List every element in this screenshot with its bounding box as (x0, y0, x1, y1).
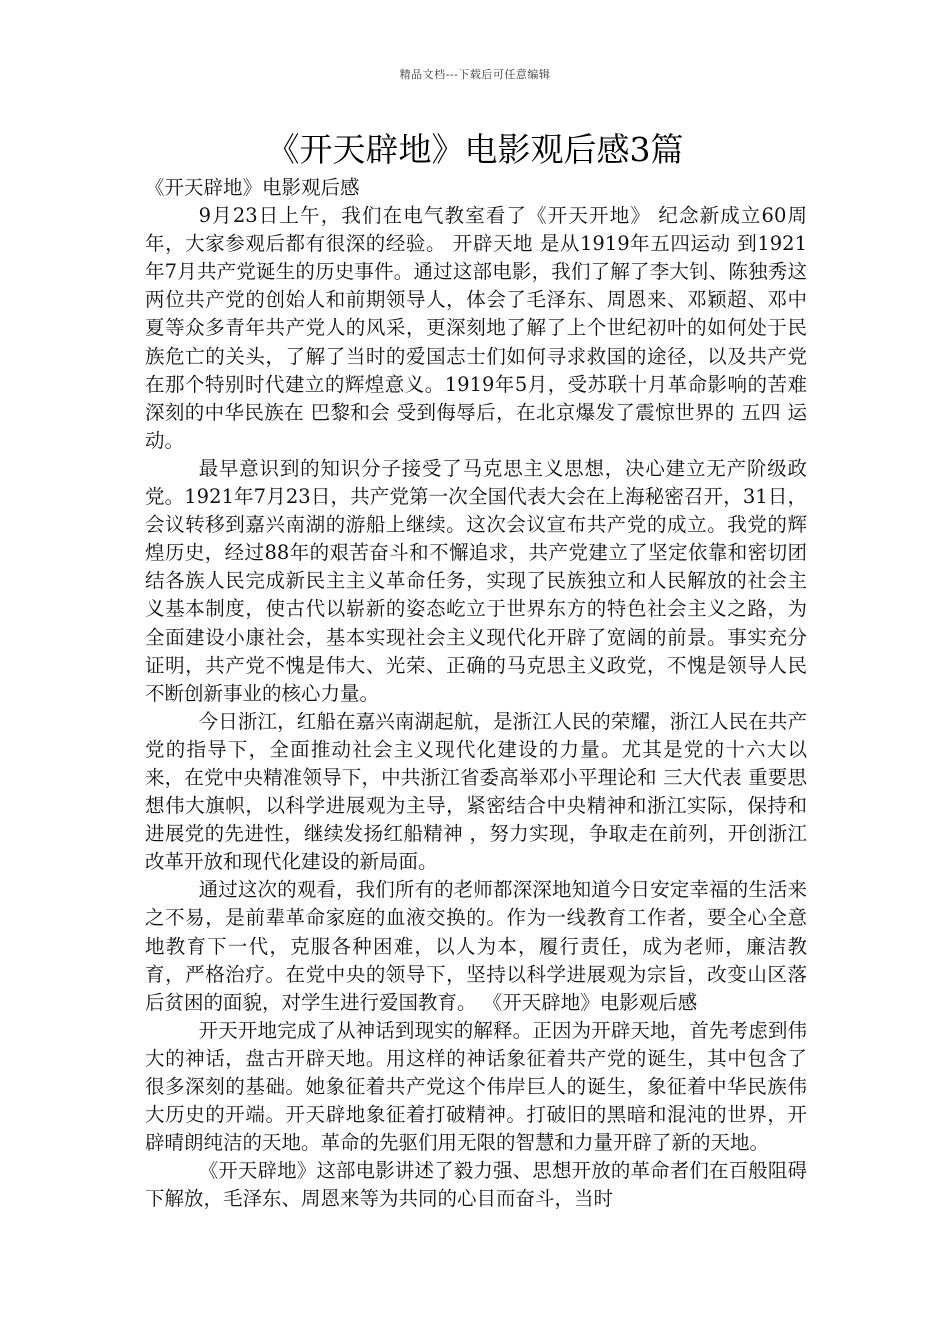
paragraph: 《开天辟地》这部电影讲述了毅力强、思想开放的革命者们在百般阻碍下解放，毛泽东、周恩来等为共同的心目而奋斗，当时 (145, 1159, 807, 1211)
paragraph: 开天开地完成了从神话到现实的解释。正因为开辟天地，首先考虑到伟大的神话，盘古开辟天地。用这样的神话象征着共产党的诞生，其中包含了很多深刻的基础。她象征着共产党这个伟岸巨人的诞生，象征着中华民族伟大历史的开端。开天辟地象征着打破精神。打破旧的黑暗和混沌的世界，开辟晴朗纯洁的天地。革命的先驱们用无限的智慧和力量开辟了新的天地。 (145, 1018, 807, 1155)
section-heading: 《开天辟地》电影观后感 (145, 176, 360, 199)
document-body (145, 174, 807, 1213)
paragraph: 通过这次的观看，我们所有的老师都深深地知道今日安定幸福的生活来之不易，是前辈革命家庭的血液交换的。作为一线教育工作者，要全心全意地教育下一代，克服各种困难，以人为本，履行责任，成为老师，廉洁教育，严格治疗。在党中央的领导下，坚持以科学进展观为宗旨，改变山区落后贫困的面貌，对学生进行爱国教育。 《开天辟地》电影观后感 (145, 878, 807, 1014)
document-title: 《开天辟地》电影观后感3篇 (266, 130, 684, 169)
paragraph: 最早意识到的知识分子接受了马克思主义思想，决心建立无产阶级政党。1921年7月23日，共产党第一次全国代表大会在上海秘密召开，31日，会议转移到嘉兴南湖的游船上继续。这次会议宣布共产党的成立。我党的辉煌历史，经过88年的艰苦奋斗和不懈追求，共产党建立了坚定依靠和密切团结各族人民完成新民主主义革命任务，实现了民族独立和人民解放的社会主义基本制度，使古代以崭新的姿态屹立于世界东方的特色社会主义之路，为全面建设小康社会，基本实现社会主义现代化开辟了宽阔的前景。事实充分证明，共产党不愧是伟大、光荣、正确的马克思主义政党，不愧是领导人民不断创新事业的核心力量。 (145, 456, 807, 705)
page-header: 精品文档---下载后可任意编辑 (399, 68, 551, 81)
paragraph: 9月23日上午，我们在电气教室看了《开天开地》 纪念新成立60周年，大家参观后都有很深的经验。 开辟天地 是从1919年五四运动 到1921年7月共产党诞生的历史事件。通过这部电影，我们了解了李大钊、陈独秀这两位共产党的创始人和前期领导人，体会了毛泽东、周恩来、邓颖超、邓中夏等众多青年共产党人的风采，更深刻地了解了上个世纪初叶的如何处于民族危亡的关头，了解了当时的爱国志士们如何寻求救国的途径，以及共产党在那个特别时代建立的辉煌意义。1919年5月，受苏联十月革命影响的苦难深刻的中华民族在 巴黎和会 受到侮辱后，在北京爆发了震惊世界的 五四 运动。 (145, 204, 807, 452)
paragraph: 今日浙江，红船在嘉兴南湖起航，是浙江人民的荣耀，浙江人民在共产党的指导下，全面推动社会主义现代化建设的力量。尤其是党的十六大以来，在党中央精准领导下，中共浙江省委高举邓小平理论和 三大代表 重要思想伟大旗帜，以科学进展观为主导，紧密结合中央精神和浙江实际，保持和进展党的先进性，继续发扬红船精神 ，努力实现，争取走在前列，开创浙江改革开放和现代化建设的新局面。 (145, 709, 807, 874)
